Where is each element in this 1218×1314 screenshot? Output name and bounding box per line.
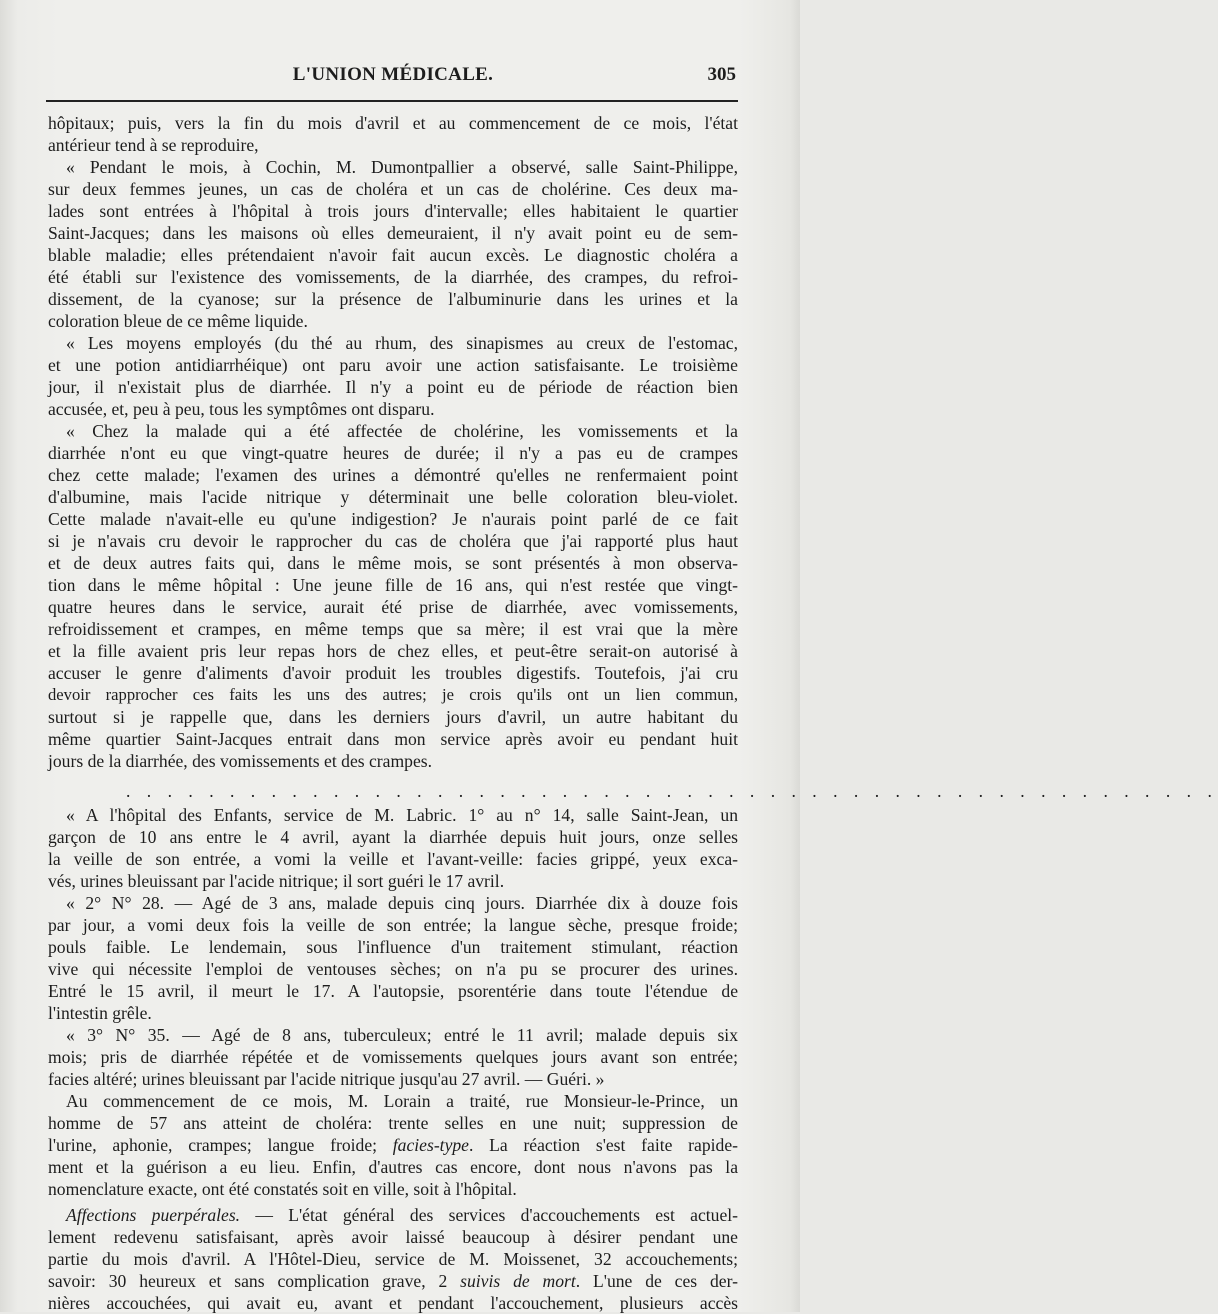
text-line: homme de 57 ans atteint de choléra: trente selles en une nuit; suppression de <box>48 1113 738 1133</box>
text-line: vés, urines bleuissant par l'acide nitrique; il sort guéri le 17 avril. <box>48 871 505 891</box>
header-rule <box>46 100 738 102</box>
text-line: dissement, de la cyanose; sur la présence de l'albuminurie dans les urines et la <box>48 289 738 309</box>
text-line: mois; pris de diarrhée répétée et de vomissements quelques jours avant son entrée; <box>48 1047 738 1067</box>
text-line: coloration bleue de ce même liquide. <box>48 311 308 331</box>
text-line: Au commencement de ce mois, M. Lorain a traité, rue Monsieur-le-Prince, un <box>66 1091 738 1111</box>
text-line: Saint-Jacques; dans les maisons où elles demeuraient, il n'y avait point eu de sem- <box>48 223 738 243</box>
text-line <box>48 1204 738 1226</box>
text-line: refroidissement et crampes, en même temps que sa mère; il est vrai que la mère <box>48 619 738 639</box>
text-line: surtout si je rappelle que, dans les derniers jours d'avril, un autre habitant du <box>48 707 738 727</box>
page-header <box>48 62 738 92</box>
text-line: Entré le 15 avril, il meurt le 17. A l'autopsie, psorentérie dans toute l'étendue de <box>48 981 738 1001</box>
text-fragment: savoir: 30 heureux et sans complication grave, 2 <box>48 1271 461 1291</box>
text-line: jour, il n'existait plus de diarrhée. Il n'y a point eu de période de réaction bien <box>48 377 738 397</box>
text-line: garçon de 10 ans entre le 4 avril, ayant la diarrhée depuis huit jours, onze selles <box>48 827 738 847</box>
text-fragment: . La réaction s'est faite rapide- <box>468 1135 738 1155</box>
text-line: vive qui nécessite l'emploi de ventouses sèches; on n'a pu se procurer des urines. <box>48 959 738 979</box>
running-title: L'UNION MÉDICALE. <box>292 64 494 85</box>
text-line: nières accouchées, qui avait eu, avant et pendant l'accouchement, plusieurs accès <box>48 1293 738 1313</box>
text-line: « Les moyens employés (du thé au rhum, des sinapismes au creux de l'estomac, <box>66 333 738 353</box>
text-line: accusée, et, peu à peu, tous les symptômes ont disparu. <box>48 399 435 419</box>
text-line: chez cette malade; l'examen des urines a démontré qu'elles ne renfermaient point <box>48 465 738 485</box>
text-line: été établi sur l'existence des vomissements, de la diarrhée, des crampes, du refroi- <box>48 267 738 287</box>
text-line: tion dans le même hôpital : Une jeune fille de 16 ans, qui n'est restée que vingt- <box>48 575 738 595</box>
text-line: quatre heures dans le service, aurait été prise de diarrhée, avec vomissements, <box>48 597 738 617</box>
text-line: si je n'avais cru devoir le rapprocher du cas de choléra que j'ai rapporté plus haut <box>48 531 738 551</box>
text-line: la veille de son entrée, a vomi la veille et l'avant-veille: facies grippé, yeux exca- <box>48 849 738 869</box>
italic-term: suivis de mort <box>460 1271 576 1291</box>
text-line: même quartier Saint-Jacques entrait dans mon service après avoir eu pendant huit <box>48 729 738 749</box>
text-line: antérieur tend à se reproduire, <box>48 135 259 155</box>
text-block-enfants <box>48 804 738 1134</box>
text-line: sur deux femmes jeunes, un cas de choléra et un cas de cholérine. Ces deux ma- <box>48 179 738 199</box>
text-line: blable maladie; elles prétendaient n'avoir fait aucun excès. Le diagnostic choléra a <box>48 245 738 265</box>
text-line: diarrhée n'ont eu que vingt-quatre heures de durée; il n'y a pas eu de crampes <box>48 443 738 463</box>
text-line: hôpitaux; puis, vers la fin du mois d'avril et au commencement de ce mois, l'état <box>48 113 738 133</box>
text-line: d'albumine, mais l'acide nitrique y déterminait une belle coloration bleu-violet. <box>48 487 738 507</box>
text-line: lades sont entrées à l'hôpital à trois jours d'intervalle; elles habitaient le quartier <box>48 201 738 221</box>
text-line: par jour, a vomi deux fois la veille de son entrée; la langue sèche, presque froide; <box>48 915 738 935</box>
text-line: lement redevenu satisfaisant, après avoir laissé beaucoup à désirer pendant une <box>48 1227 738 1247</box>
section-heading: Affections puerpérales. <box>66 1205 241 1225</box>
text-line: ment et la guérison a eu lieu. Enfin, d'autres cas encore, dont nous n'avons pas la <box>48 1157 738 1177</box>
text-fragment: . L'une de ces der- <box>575 1271 738 1291</box>
text-line <box>48 1270 738 1292</box>
italic-term: facies-type <box>392 1135 469 1155</box>
text-line: devoir rapprocher ces faits les uns des autres; je crois qu'ils ont un lien commun, <box>48 685 738 704</box>
page-number: 305 <box>707 64 736 85</box>
text-line: « Chez la malade qui a été affectée de cholérine, les vomissements et la <box>66 421 738 441</box>
text-line: et de deux autres faits qui, dans le même mois, se sont présentés à mon observa- <box>48 553 738 573</box>
text-line: partie du mois d'avril. A l'Hôtel-Dieu, service de M. Moissenet, 32 accouchements; <box>48 1249 738 1269</box>
text-line: facies altéré; urines bleuissant par l'acide nitrique jusqu'au 27 avril. — Guéri. » <box>48 1069 605 1089</box>
text-line: « 2° N° 28. — Agé de 3 ans, malade depuis cinq jours. Diarrhée dix à douze fois <box>66 893 738 913</box>
text-line: « 3° N° 35. — Agé de 8 ans, tuberculeux; entré le 11 avril; malade depuis six <box>66 1025 738 1045</box>
text-line: et une potion antidiarrhéique) ont paru avoir une action satisfaisante. Le troisième <box>48 355 738 375</box>
text-line: accuser le genre d'aliments d'avoir produit les troubles digestifs. Toutefois, j'ai cru <box>48 663 738 683</box>
text-line <box>48 1134 738 1156</box>
text-line: « Pendant le mois, à Cochin, M. Dumontpallier a observé, salle Saint-Philippe, <box>66 157 738 177</box>
text-line: Cette malade n'avait-elle eu qu'une indigestion? Je n'aurais point parlé de ce fait <box>48 509 738 529</box>
text-line: nomenclature exacte, ont été constatés soit en ville, soit à l'hôpital. <box>48 1179 517 1199</box>
text-line: « A l'hôpital des Enfants, service de M. Labric. 1° au n° 14, salle Saint-Jean, un <box>66 805 738 825</box>
ellipsis-separator: . . . . . . . . . . . . . . . . . . . . . . . . . . . . . . . . . . . . . . . . . . . . . . . . . . . . . <box>126 781 1218 801</box>
text-line: jours de la diarrhée, des vomissements et des crampes. <box>48 751 433 771</box>
text-fragment: — L'état général des services d'accouchements est actuel- <box>240 1205 738 1225</box>
body-text <box>48 112 1218 1314</box>
text-line: et la fille avaient pris leur repas hors de chez elles, et peut-être serait-on autorisé à <box>48 641 738 661</box>
text-block-cochin <box>48 112 738 772</box>
text-fragment: l'urine, aphonie, crampes; langue froide; <box>48 1135 393 1155</box>
text-line: pouls faible. Le lendemain, sous l'influence d'un traitement stimulant, réaction <box>48 937 738 957</box>
text-line: l'intestin grêle. <box>48 1003 152 1023</box>
